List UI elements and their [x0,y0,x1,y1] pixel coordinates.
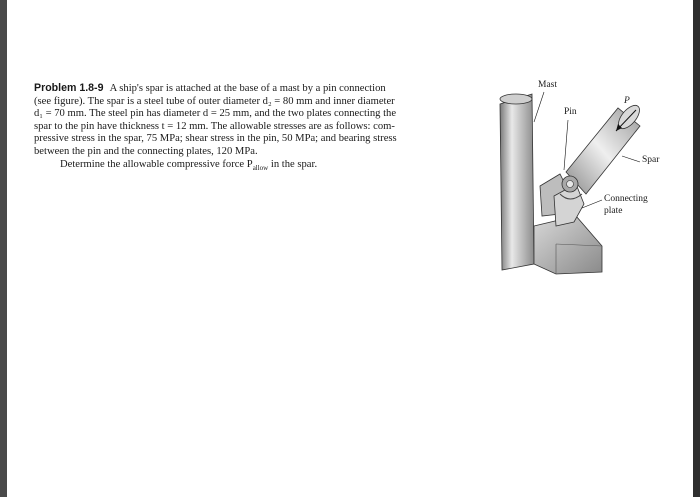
label-spar: Spar [642,155,660,165]
mast-top [500,94,532,104]
right-margin-bar [693,0,700,497]
label-connecting: Connecting [604,194,648,204]
problem-text-line: pressive stress in the spar, 75 MPa; shear stress in the pin, 50 MPa; and bearing stress [34,133,397,145]
label-plate: plate [604,206,623,216]
problem-number: Problem 1.8-9 [34,82,104,94]
problem-text-line: (see figure). The spar is a steel tube of outer diameter d₂ = 80 mm and inner diameter [34,95,395,107]
question-prefix: Determine the allowable compressive force P [60,158,253,170]
problem-question [34,159,479,175]
question-suffix: in the spar. [268,158,318,170]
problem-text-line: A ship's spar is attached at the base of a mast by a pin connection [109,83,386,94]
figure-drawing [490,76,680,276]
left-margin-bar [0,0,7,497]
label-p: P [624,96,630,106]
question-subscript: allow [252,163,269,172]
problem-text-line: d₁ = 70 mm. The steel pin has diameter d = 25 mm, and the two plates connecting the [34,108,397,120]
problem-text-line: spar to the pin have thickness t = 12 mm. The allowable stresses are as follows: com- [34,120,395,132]
mast-spar-figure [490,76,680,276]
problem-line-1 [34,82,479,96]
label-pin: Pin [564,107,577,117]
base-bracket [534,216,602,274]
mast-tube [500,94,534,270]
problem-text-line: between the pin and the connecting plates, 120 MPa. [34,145,258,157]
problem-text [34,82,479,174]
label-mast: Mast [538,80,557,90]
